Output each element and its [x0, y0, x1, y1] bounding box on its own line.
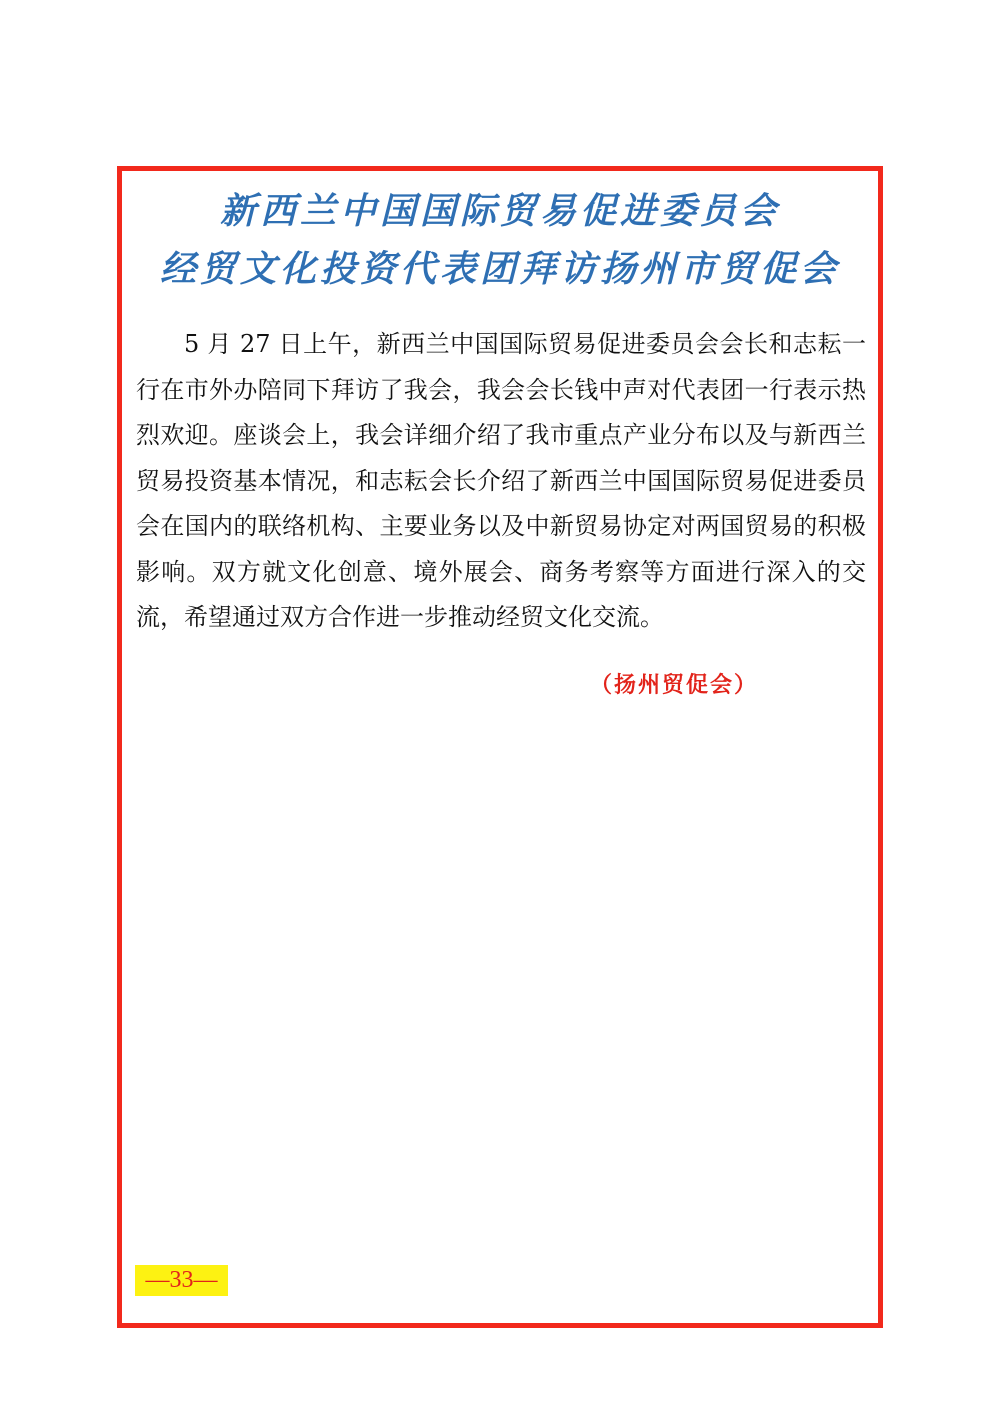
page-number: —33— — [135, 1265, 228, 1296]
article-source: （扬州贸促会） — [590, 673, 759, 698]
article-body: 5 月 27 日上午，新西兰中国国际贸易促进委员会会长和志耘一行在市外办陪同下拜访了我会，我会会长钱中声对代表团一行表示热烈欢迎。座谈会上，我会详细介绍了我市重点产业分布以及与新西兰贸易投资基本情况，和志耘会长介绍了新西兰中国国际贸易促进委员会在国内的联络机构、主要业务以及中新贸易协定对两国贸易的积极影响。双方就文化创意、境外展会、商务考察等方面进行深入的交流，希望通过双方合作进一步推动经贸文化交流。 — [136, 330, 866, 631]
article-title-line-2: 经贸文化投资代表团拜访扬州市贸促会 — [159, 248, 840, 290]
article-title-line-1: 新西兰中国国际贸易促进委员会 — [219, 190, 780, 232]
